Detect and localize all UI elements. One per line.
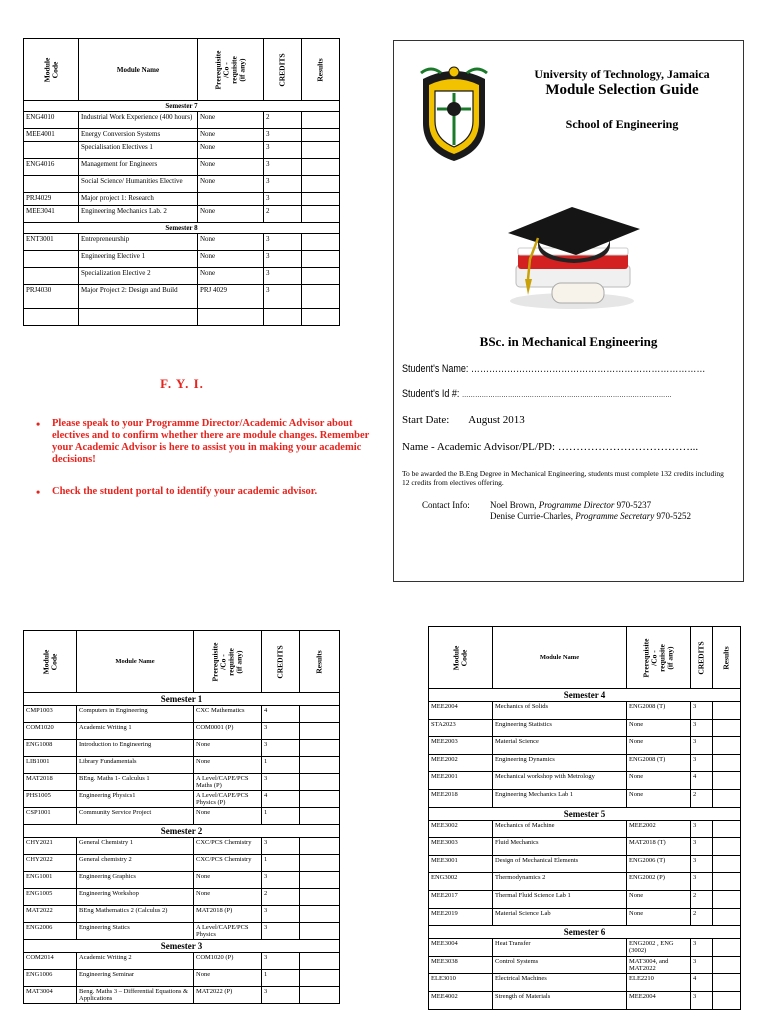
cell-code: MEE3003 [429,838,493,856]
cell-code: CHY2022 [24,855,77,872]
cell-prereq: MAT2022 (P) [194,987,262,1004]
cell-prereq: None [627,737,691,755]
cell-name: Community Service Project [77,808,194,825]
cell-prereq: A Level/CAPE/PCS Maths (P) [194,774,262,791]
cell-code: CMP1003 [24,706,77,723]
cell-prereq: CXC/PCS Chemistry [194,838,262,855]
cell-name: Engineering Dynamics [493,754,627,772]
module-table-semesters-1-3 [23,630,340,1004]
results-cell[interactable] [302,234,340,251]
header-prerequisite: Prerequisite /Co - requisite (if any) [198,39,264,101]
cell-credits: 3 [262,838,300,855]
advisor-label: Name - Academic Advisor/PL/PD: [402,441,556,453]
cell-prereq: MEE2004 [627,991,691,1009]
table-row [24,889,340,906]
table-row [429,772,741,790]
cell-prereq: ENG2006 (T) [627,855,691,873]
cell-credits: 3 [691,702,713,720]
cell-code: CHY2021 [24,838,77,855]
results-cell[interactable] [302,206,340,223]
cell-code: ENG1001 [24,872,77,889]
cell-prereq: None [194,740,262,757]
table-row [429,838,741,856]
cell-code: MEE2004 [429,702,493,720]
table-row [429,890,741,908]
cell-prereq: None [194,808,262,825]
cell-credits: 3 [262,740,300,757]
cover-panel [393,40,744,582]
cell-name: Academic Writing 1 [77,723,194,740]
contact-director: Noel Brown, Programme Director 970-5237 [490,500,652,510]
table-row [24,923,340,940]
header-results: Results [713,627,741,689]
results-cell[interactable] [713,820,741,838]
cell-name: Engineering Seminar [77,970,194,987]
cell-prereq: None [627,772,691,790]
cell-code: MEE3002 [429,820,493,838]
table-row [24,757,340,774]
cell-name: Engineering Physics1 [77,791,194,808]
cell-code: MAT2018 [24,774,77,791]
cell-credits: 3 [691,754,713,772]
results-cell[interactable] [302,176,340,193]
table-row [24,970,340,987]
semester-title: Semester 3 [24,940,340,953]
table-body [24,693,340,1004]
requirement-note: To be awarded the B.Eng Degree in Mechanical Engineering, students must complete 132 credits including 12 credits from electives offering. [402,469,724,487]
table-row [24,855,340,872]
cell-prereq: None [194,970,262,987]
table-row [24,706,340,723]
cell-name: Mechanics of Solids [493,702,627,720]
table-row [24,987,340,1004]
cell-prereq: ENG2002 , ENG (3002) [627,939,691,957]
header-prerequisite: Prerequisite /Co - requisite (if any) [194,631,262,693]
cell-credits: 4 [691,974,713,992]
table-row: Social Science/ Humanities Elective None 3 [24,176,340,193]
start-date-label: Start Date: [402,414,450,426]
table-row: MEE3041 Engineering Mechanics Lab. 2 None 2 [24,206,340,223]
cell-credits: 3 [262,987,300,1004]
cell-code: ENG2006 [24,923,77,940]
cell-prereq: None [627,908,691,926]
table-row [429,719,741,737]
school-name: School of Engineering [565,117,679,131]
cell-name: General Chemistry 1 [77,838,194,855]
cell-name: Thermodynamics 2 [493,873,627,891]
cell-code: MAT2022 [24,906,77,923]
results-cell[interactable] [713,991,741,1009]
table-row [429,702,741,720]
cell-credits: 3 [691,737,713,755]
cell-prereq: CXC Mathematics [194,706,262,723]
cell-code: PHS1005 [24,791,77,808]
fyi-list [52,418,372,518]
student-name-label: Student's Name: [402,363,469,375]
advisor-field[interactable] [402,441,737,453]
cell-name: Mechanical workshop with Metrology [493,772,627,790]
results-cell[interactable] [302,142,340,159]
results-cell[interactable] [300,889,340,906]
cell-credits: 2 [691,789,713,807]
table-row: Engineering Elective 1 None 3 [24,251,340,268]
table-row [429,855,741,873]
cell-prereq: A Level/CAPE/PCS Physics (P) [194,791,262,808]
cell-name: Material Science Lab [493,908,627,926]
table-row [429,820,741,838]
cell-credits: 3 [691,873,713,891]
cell-name: General chemistry 2 [77,855,194,872]
cell-code: ENG3002 [429,873,493,891]
results-cell[interactable] [300,953,340,970]
university-crest-icon [419,65,489,163]
results-cell[interactable] [300,872,340,889]
table-row: ENG4016 Management for Engineers None 3 [24,159,340,176]
cell-prereq: ENG2008 (T) [627,754,691,772]
cell-code: MEE3038 [429,956,493,974]
cell-credits: 1 [262,757,300,774]
results-cell[interactable] [300,740,340,757]
cell-code: STA2023 [429,719,493,737]
table-row [429,991,741,1009]
results-cell[interactable] [302,251,340,268]
cell-credits: 2 [262,889,300,906]
results-cell[interactable] [713,737,741,755]
cell-credits: 2 [691,908,713,926]
header-module-code: Module Code [24,39,79,101]
table-row [429,908,741,926]
cell-prereq: None [627,890,691,908]
header-module-name: Module Name [493,627,627,689]
cell-prereq: MAT2018 (P) [194,906,262,923]
cell-credits: 1 [262,808,300,825]
table-row [429,939,741,957]
cell-prereq: None [194,757,262,774]
student-name-dots: …………………………………………………………………… [470,363,706,375]
cell-prereq: CXC/PCS Chemistry [194,855,262,872]
results-cell[interactable] [713,855,741,873]
cell-code: LIB1001 [24,757,77,774]
header-prerequisite: Prerequisite /Co - requisite (if any) [627,627,691,689]
cell-credits: 3 [691,939,713,957]
results-cell[interactable] [300,838,340,855]
cell-code: MEE4002 [429,991,493,1009]
semester-title: Semester 2 [24,825,340,838]
table-row: ENT3001 Entrepreneurship None 3 [24,234,340,251]
table-row [429,956,741,974]
cell-prereq: ELE2210 [627,974,691,992]
cell-credits: 3 [262,872,300,889]
header-results: Results [300,631,340,693]
cell-prereq: None [627,789,691,807]
table-row [24,872,340,889]
table-row [24,740,340,757]
table-body [429,689,741,1010]
table-header-row [24,631,340,693]
cell-prereq: ENG2008 (T) [627,702,691,720]
cell-prereq: COM1020 (P) [194,953,262,970]
cell-name: Engineering Statistics [493,719,627,737]
university-name: University of Technology, Jamaica [534,67,710,81]
results-cell[interactable] [713,702,741,720]
graduation-cap-diploma-icon [494,201,644,313]
cell-code: MEE2001 [429,772,493,790]
start-date-field [402,414,525,426]
results-cell[interactable] [302,129,340,142]
contact-label: Contact Info: [422,500,470,510]
cell-name: Material Science [493,737,627,755]
cell-credits: 4 [691,772,713,790]
cell-credits: 3 [691,838,713,856]
module-table-semesters-7-8 [23,38,340,326]
cell-credits: 3 [262,723,300,740]
cell-code: MEE2002 [429,754,493,772]
cell-prereq: A Level/CAPE/PCS Physics [194,923,262,940]
header-module-code: Module Code [24,631,77,693]
cell-code: ENG1008 [24,740,77,757]
results-cell[interactable] [302,159,340,176]
table-row: PRJ4030 Major Project 2: Design and Build PRJ 4029 3 [24,285,340,309]
semester-title: Semester 1 [24,693,340,706]
cell-code: COM2014 [24,953,77,970]
results-cell[interactable] [713,838,741,856]
table-row [429,974,741,992]
cell-code: COM1020 [24,723,77,740]
cell-code: MEE2018 [429,789,493,807]
cell-prereq: MAT3004, and MAT2022 [627,956,691,974]
results-cell[interactable] [300,757,340,774]
results-cell[interactable] [300,906,340,923]
cell-code: ENG1006 [24,970,77,987]
table-row [24,953,340,970]
table-row [24,808,340,825]
fyi-bullet: • Check the student portal to identify your academic advisor. [52,486,372,498]
results-cell[interactable] [713,754,741,772]
cell-prereq: None [627,719,691,737]
results-cell[interactable] [713,873,741,891]
cell-prereq: None [194,889,262,906]
results-cell[interactable] [713,974,741,992]
cell-credits: 3 [691,956,713,974]
cell-code: MAT3004 [24,987,77,1004]
cell-name: Thermal Fluid Science Lab 1 [493,890,627,908]
cell-credits: 2 [691,890,713,908]
results-cell[interactable] [302,285,340,309]
cell-name: Library Fundamentals [77,757,194,774]
cell-name: Engineering Mechanics Lab 1 [493,789,627,807]
table-header-row [429,627,741,689]
cell-code: MEE2019 [429,908,493,926]
module-table-semesters-4-6 [428,626,741,1010]
results-cell[interactable] [302,193,340,206]
header-credits: CREDITS [691,627,713,689]
fyi-title: F. Y. I. [160,376,204,391]
cell-credits: 3 [691,719,713,737]
cell-name: Beng. Maths 3 – Differential Equations & Applications [77,987,194,1004]
header-module-name: Module Name [79,39,198,101]
semester-title: Semester 5 [429,807,741,820]
cell-prereq: None [194,872,262,889]
degree-title: BSc. in Mechanical Engineering [479,334,658,349]
cell-name: Engineering Workshop [77,889,194,906]
results-cell[interactable] [300,723,340,740]
cell-name: Strength of Materials [493,991,627,1009]
cell-credits: 3 [691,991,713,1009]
cell-prereq: MEE2002 [627,820,691,838]
start-date-value: August 2013 [468,414,525,426]
table-row [429,754,741,772]
cell-code: MEE2017 [429,890,493,908]
header-module-code: Module Code [429,627,493,689]
table-row [24,309,340,326]
fyi-bullet: • Please speak to your Programme Director/Academic Advisor about electives and to confirm whether there are module changes. Remember your Academic Advisor is here to assist you in making your academic decisions! [52,418,372,466]
cell-name: Academic Writing 2 [77,953,194,970]
table-row [24,906,340,923]
contact-secretary: Denise Currie-Charles, Programme Secretary 970-5252 [490,511,692,521]
cell-code: MEE2003 [429,737,493,755]
results-cell[interactable] [300,855,340,872]
table-row: MEE4001 Energy Conversion Systems None 3 [24,129,340,142]
cell-credits: 4 [262,791,300,808]
table-row [429,873,741,891]
cell-code: ELE3010 [429,974,493,992]
semester-title: Semester 6 [429,926,741,939]
results-cell[interactable] [302,309,340,326]
results-cell[interactable] [300,706,340,723]
results-cell[interactable] [300,987,340,1004]
cell-credits: 3 [262,923,300,940]
table-header-row [24,39,340,101]
results-cell[interactable] [302,268,340,285]
cell-credits: 3 [262,906,300,923]
cell-name: Engineering Graphics [77,872,194,889]
table-row: ENG4010 Industrial Work Experience (400 hours) None 2 [24,112,340,129]
cell-code: MEE3001 [429,855,493,873]
results-cell[interactable] [713,890,741,908]
results-cell[interactable] [713,939,741,957]
cell-credits: 4 [262,706,300,723]
student-id-dots: …………………………………………………………………………………… [461,390,672,399]
cell-name: Engineering Statics [77,923,194,940]
results-cell[interactable] [300,808,340,825]
table-row [24,791,340,808]
header-credits: CREDITS [262,631,300,693]
results-cell[interactable] [300,923,340,940]
table-row [429,737,741,755]
header-credits: CREDITS [264,39,302,101]
cell-prereq: MAT2018 (T) [627,838,691,856]
results-cell[interactable] [302,112,340,129]
student-id-label: Student's Id #: [402,388,460,400]
cell-code: ENG1005 [24,889,77,906]
cell-name: Design of Mechanical Elements [493,855,627,873]
header-module-name: Module Name [77,631,194,693]
semester-title: Semester 8 [24,223,340,234]
cell-name: Mechanics of Machine [493,820,627,838]
cell-code: MEE3004 [429,939,493,957]
table-row: Specialization Elective 2 None 3 [24,268,340,285]
student-id-field[interactable] [402,388,730,400]
advisor-dots: ………………………………... [557,441,699,453]
results-cell[interactable] [713,789,741,807]
table-row [429,789,741,807]
table-row [24,723,340,740]
student-name-field[interactable] [402,363,714,375]
cell-name: Introduction to Engineering [77,740,194,757]
table-row [24,838,340,855]
cell-credits: 3 [691,855,713,873]
cell-name: Control Systems [493,956,627,974]
results-cell[interactable] [713,772,741,790]
results-cell[interactable] [300,774,340,791]
semester-title: Semester 7 [24,101,340,112]
results-cell[interactable] [713,908,741,926]
results-cell[interactable] [713,719,741,737]
cell-name: Fluid Mechanics [493,838,627,856]
header-results: Results [302,39,340,101]
cell-name: BEng. Maths 1- Calculus 1 [77,774,194,791]
cell-prereq: COM0001 (P) [194,723,262,740]
cell-credits: 1 [262,970,300,987]
cell-prereq: ENG2002 (P) [627,873,691,891]
cell-credits: 1 [262,855,300,872]
results-cell[interactable] [713,956,741,974]
semester-title: Semester 4 [429,689,741,702]
cell-credits: 3 [262,953,300,970]
guide-title: Module Selection Guide [545,82,699,98]
table-row [24,774,340,791]
results-cell[interactable] [300,970,340,987]
cell-name: Electrical Machines [493,974,627,992]
cell-name: Heat Transfer [493,939,627,957]
cell-name: Computers in Engineering [77,706,194,723]
results-cell[interactable] [300,791,340,808]
table-row: PRJ4029 Major project 1: Research 3 [24,193,340,206]
cell-credits: 3 [262,774,300,791]
cell-credits: 3 [691,820,713,838]
cell-code: CSP1001 [24,808,77,825]
cell-name: BEng Mathematics 2 (Calculus 2) [77,906,194,923]
table-row: Specialisation Electives 1 None 3 [24,142,340,159]
